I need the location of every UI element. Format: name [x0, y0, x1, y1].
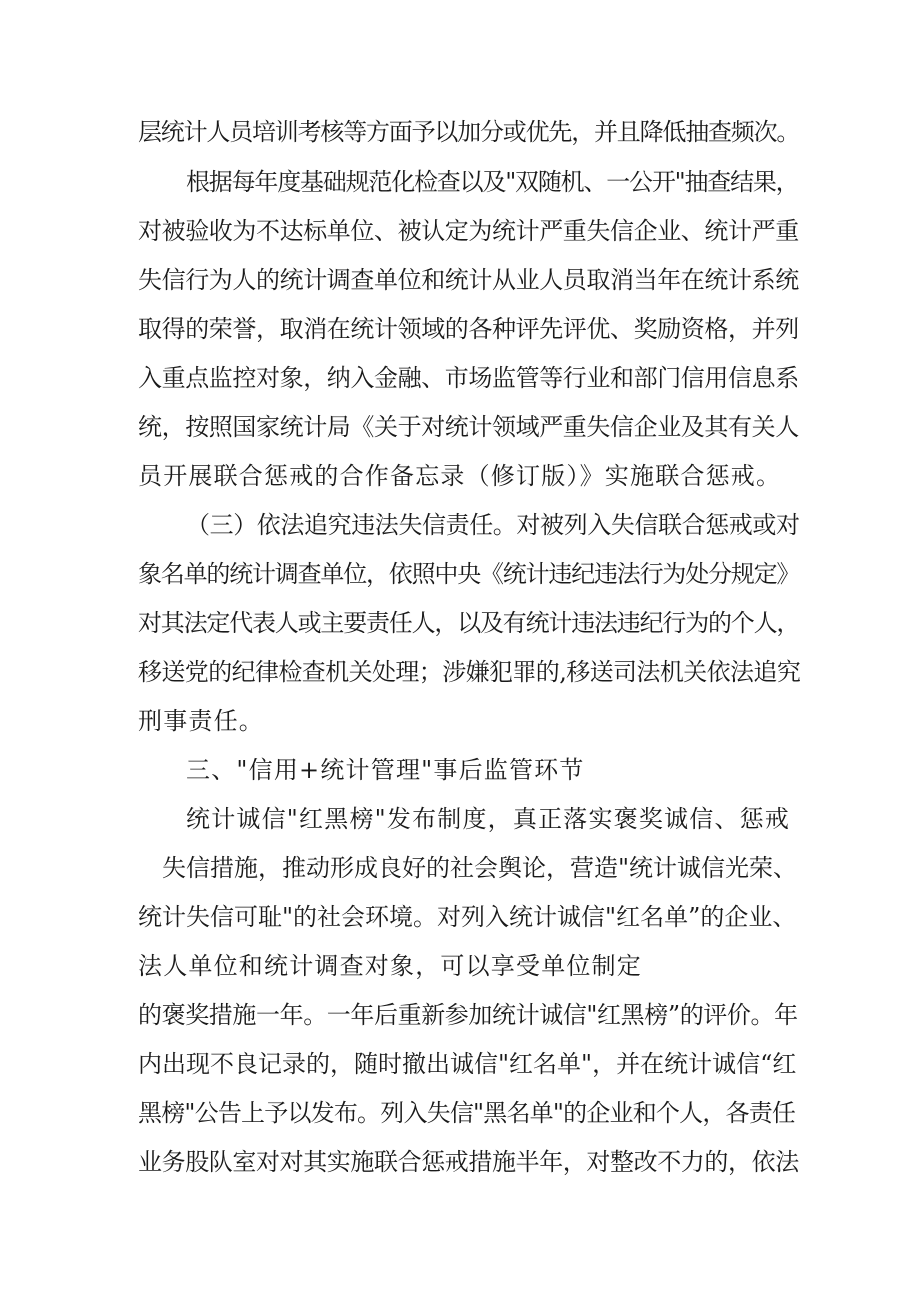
text-line: 内出现不良记录的，随时撤出诚信"红名单"，并在统计诚信“红 — [138, 1050, 797, 1078]
text-line: 黑榜"公告上予以发布。列入失信"黑名单"的企业和个人，各责任 — [138, 1099, 796, 1127]
text-line: 对其法定代表人或主要责任人，以及有统计违法违纪行为的个人， — [138, 609, 800, 637]
text-line: 刑事责任。 — [138, 707, 264, 735]
text-line: 入重点监控对象，纳入金融、市场监管等行业和部门信用信息系 — [138, 364, 799, 392]
text-line: 根据每年度基础规范化检查以及"双随机、一公开"抽查结果， — [186, 168, 799, 196]
text-line: 统计失信可耻"的社会环境。对列入统计诚信"红名单”的企业、 — [138, 903, 797, 931]
text-line: 法人单位和统计调查对象，可以享受单位制定 — [138, 952, 642, 980]
text-line: 失信措施，推动形成良好的社会舆论，营造"统计诚信光荣、 — [162, 854, 798, 882]
text-line: 的褒奖措施一年。一年后重新参加统计诚信"红黑榜”的评价。年 — [138, 1001, 798, 1029]
section-heading-line: （三）依法追究违法失信责任。对被列入失信联合惩戒或对 — [186, 511, 800, 539]
text-line: 统，按照国家统计局《关于对统计领域严重失信企业及其有关人 — [138, 413, 799, 441]
text-line: 象名单的统计调查单位，依照中央《统计违纪违法行为处分规定》 — [138, 560, 800, 588]
text-line: 层统计人员培训考核等方面予以加分或优先，并且降低抽查频次。 — [138, 118, 800, 146]
text-line: 业务股队室对对其实施联合惩戒措施半年，对整改不力的，依法 — [138, 1148, 799, 1176]
section-heading-line: 三、"信用+统计管理"事后监管环节 — [186, 756, 585, 784]
text-line: 员开展联合惩戒的合作备忘录（修订版）》实施联合惩戒。 — [138, 462, 782, 490]
text-line: 统计诚信"红黑榜"发布制度，真正落实褒奖诚信、惩戒 — [186, 805, 791, 833]
text-line: 移送党的纪律检查机关处理；涉嫌犯罪的,移送司法机关依法追究 — [138, 658, 801, 686]
text-line: 对被验收为不达标单位、被认定为统计严重失信企业、统计严重 — [138, 217, 799, 245]
text-line: 失信行为人的统计调查单位和统计从业人员取消当年在统计系统 — [138, 266, 799, 294]
text-line: 取得的荣誉，取消在统计领域的各种评先评优、奖励资格，并列 — [138, 315, 799, 343]
